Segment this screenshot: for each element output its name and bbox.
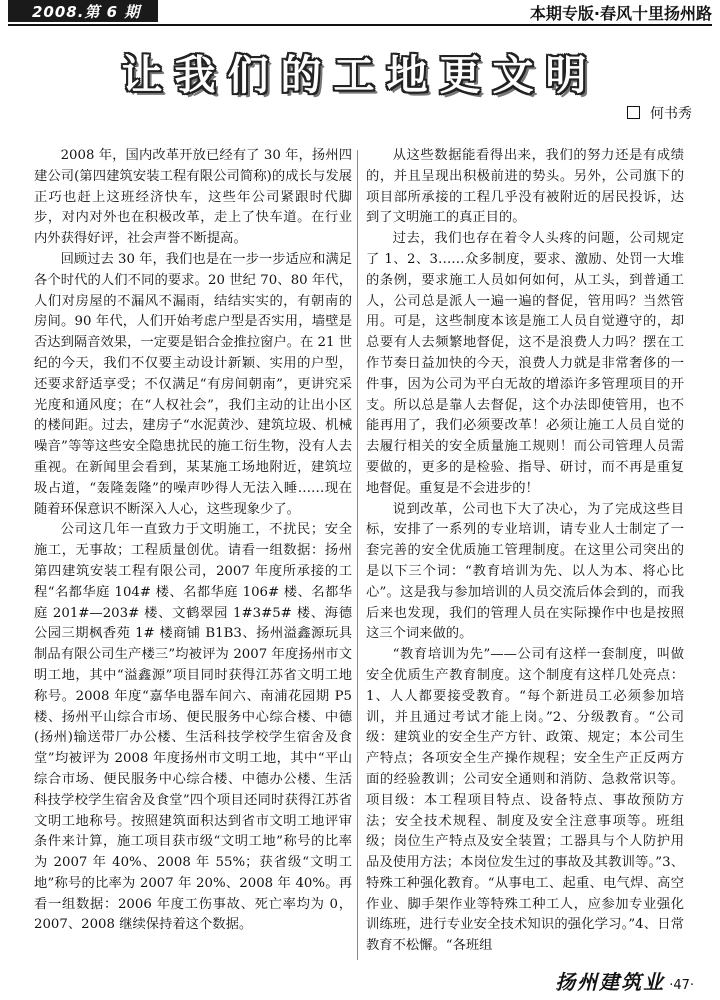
left-column xyxy=(34,146,352,936)
section-title: 本期专版·春风十里扬州路 xyxy=(529,4,712,23)
issue-badge xyxy=(8,0,158,22)
page-footer xyxy=(555,966,694,995)
page-header xyxy=(0,0,720,24)
column-divider xyxy=(357,150,358,960)
author-box-icon xyxy=(627,106,640,119)
paragraph: 回顾过去 30 年，我们也是在一步一步适应和满足各个时代的人们不同的要求。20 世纪 70、80 年代，人们对房屋的不漏风不漏雨，结结实实的，有朝南的房间。90 年代，人们开始考虑户型是否实用，墙壁是否达到隔音效果，一定要是铝合金推拉窗户。在 21 世纪的今天，我们不仅要主动设计新颖、实用的户型，还要求舒适享受；不仅满足“有房间朝南”，更讲究采光度和通风度；在“人权社会”，我们主动的让出小区的楼间距。过去，建房子“水泥黄沙、建筑垃圾、机械噪音”等等这些安全隐患扰民的施工衍生物，没有人去重视。在新闻里会看到，某某施工场地附近，建筑垃圾占道，“轰隆轰隆”的噪声吵得人无法入睡……现在随着环保意识不断深入人心，这些现象少了。 xyxy=(34,251,352,517)
paragraph: 公司这几年一直致力于文明施工，不扰民；安全施工，无事故；工程质量创优。请看一组数据：扬州第四建筑安装工程有限公司，2007 年度所承接的工程“名都华庭 104# 楼、名都华庭 106# 楼、名都华庭 201#—203# 楼、文鹤翠园 1#3#5# 楼、海德公园三期枫香苑 1# 楼商铺 B1B3、扬州溢鑫源玩具制品有限公司生产楼三”均被评为 2007 年度扬州市文明工地，其中“溢鑫源”项目同时获得江苏省文明工地称号。2008 年度“嘉华电器车间六、南浦花园期 P5 楼、扬州平山综合市场、便民服务中心综合楼、中德(扬州)输送带厂办公楼、生活科技学校学生宿舍及食堂”均被评为 2008 年度扬州市文明工地，其中“平山综合市场、便民服务中心综合楼、中德办公楼、生活科技学校学生宿舍及食堂”四个项目还同时获得江苏省文明工地称号。按照建筑面积达到省市文明工地评审条件来计算，施工项目获市级“文明工地”称号的比率为 2007 年 40%、2008 年 55%；获省级“文明工地”称号的比率为 2007 年 20%、2008 年 40%。再看一组数据：2006 年度工伤事故、死亡率均为 0，2007、2008 继续保持着这个数据。 xyxy=(34,522,352,933)
paragraph: 说到改革，公司也下大了决心，为了完成这些目标，安排了一系列的专业培训，请专业人士制定了一套完善的安全优质施工管理制度。在这里公司突出的是以下三个词：“教育培训为先、以人为本、将心比心”。这是我与参加培训的人员交流后体会到的，而我后来也发现，我们的管理人员在实际操作中也是按照这三个词来做的。 xyxy=(366,501,684,642)
paragraph: “教育培训为先”——公司有这样一套制度，叫做安全优质生产教育制度。这个制度有这样几处亮点：1、人人都要接受教育。“每个新进员工必须参加培训，并且通过考试才能上岗。”2、分级教育。“公司级：建筑业的安全生产方针、政策、规定；本公司生产特点；各项安全生产操作规程；安全生产正反两方面的经验教训；公司安全通则和消防、急救常识等。项目级：本工程项目特点、设备特点、事故预防方法；安全技术规程、制度及安全注意事项等。班组级；岗位生产特点及安全装置；工器具与个人防护用品及使用方法；本岗位发生过的事故及其教训等。”3、特殊工种强化教育。“从事电工、起重、电气焊、高空作业、脚手架作业等特殊工种工人，应参加专业强化训练班，进行专业安全技术知识的强化学习。”4、日常教育不松懈。“各班组 xyxy=(366,647,684,954)
right-column xyxy=(366,146,684,957)
header-rule xyxy=(8,24,712,26)
paragraph: 过去，我们也存在着令人头疼的问题，公司规定了 1、2、3……众多制度，要求、激励、处罚一大堆的条例，要求施工人员如何如何，从工头，到普通工人，公司总是派人一遍一遍的督促，管用吗？当然管用。可是，这些制度本该是施工人员自觉遵守的，却总要有人去频繁地督促，这不是浪费人力吗？摆在工作节奏日益加快的今天，浪费人力就是非常奢侈的一件事，因为公司为平白无故的增添许多管理项目的开支。所以总是靠人去督促，这个办法即使管用，也不能再用了，我们必须要改革！必须让施工人员自觉的去履行相关的安全质量施工规则！而公司管理人员需要做的，更多的是检验、指导、研讨，而不再是重复地督促。重复是不会进步的！ xyxy=(366,231,684,496)
article-title: 让我们的工地更文明 xyxy=(121,51,599,99)
author-byline xyxy=(627,103,692,123)
issue-label: 2008.第 6 期 xyxy=(32,3,141,21)
page-number: ·47· xyxy=(669,978,694,993)
paragraph: 从这些数据能看得出来，我们的努力还是有成绩的，并且呈现出积极前进的势头。另外，公司旗下的项目部所承接的工程几乎没有被附近的居民投诉，达到了文明施工的真正目的。 xyxy=(366,148,684,226)
magazine-logo: 扬州建筑业 xyxy=(555,970,666,994)
author-name: 何书秀 xyxy=(650,106,692,122)
paragraph: 2008 年，国内改革开放已经有了 30 年，扬州四建公司(第四建筑安装工程有限公司简称)的成长与发展正巧也赶上这班经济快车，这些年公司紧跟时代脚步，对内对外也在积极改革，走上了快车道。在行业内外获得好评，社会声誉不断提高。 xyxy=(34,148,352,247)
